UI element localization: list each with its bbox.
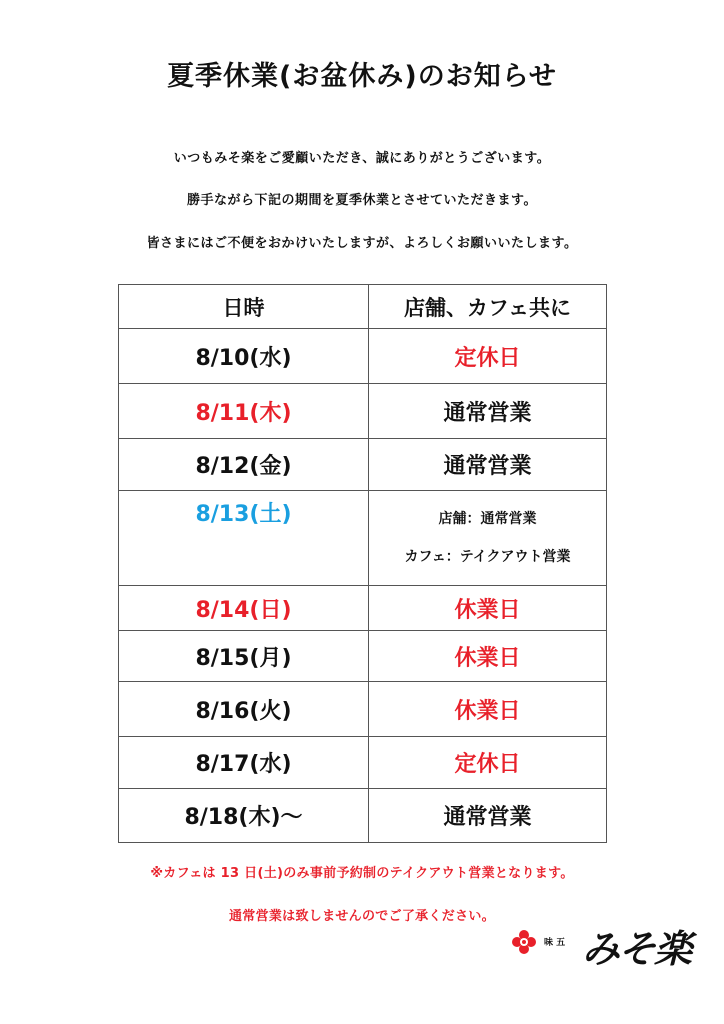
schedule-table <box>118 284 607 843</box>
table-row <box>119 491 607 586</box>
row-status-store: 店舗：通常営業 <box>438 511 537 527</box>
row-date: 8/10(水) <box>119 329 369 384</box>
row-status <box>369 491 607 586</box>
table-row <box>119 439 607 491</box>
row-date: 8/11(木) <box>119 384 369 439</box>
header-status: 店舗、カフェ共に <box>369 285 607 329</box>
row-status-cafe: カフェ：テイクアウト営業 <box>404 549 571 565</box>
table-header-row <box>119 285 607 329</box>
footer-note-1: ※カフェは 13 日(土)のみ事前予約制のテイクアウト営業となります。 <box>150 866 574 881</box>
intro-line-1: いつもみそ楽をご愛顧いただき、誠にありがとうございます。 <box>173 151 551 166</box>
table-row <box>119 586 607 631</box>
row-status: 休業日 <box>369 631 607 682</box>
table-row <box>119 789 607 843</box>
table-row <box>119 682 607 737</box>
table-row <box>119 631 607 682</box>
row-date: 8/17(水) <box>119 737 369 789</box>
row-date: 8/14(日) <box>119 586 369 631</box>
table-row <box>119 329 607 384</box>
page-title: 夏季休業(お盆休み)のお知らせ <box>167 61 557 92</box>
row-status: 通常営業 <box>369 789 607 843</box>
header-date: 日時 <box>119 285 369 329</box>
row-date: 8/16(火) <box>119 682 369 737</box>
flower-mark-icon <box>512 930 536 954</box>
row-status: 通常営業 <box>369 384 607 439</box>
intro-line-3: 皆さまにはご不便をおかけいたしますが、よろしくお願いいたします。 <box>146 236 578 251</box>
row-status: 定休日 <box>369 329 607 384</box>
logo-subtext: 味 五 <box>544 938 566 948</box>
table-row <box>119 737 607 789</box>
row-status: 休業日 <box>369 682 607 737</box>
footer-note-2: 通常営業は致しませんのでご了承ください。 <box>228 909 495 924</box>
brand-logo <box>512 918 692 971</box>
row-status: 通常営業 <box>369 439 607 491</box>
row-date: 8/13(土) <box>119 491 369 586</box>
table-row <box>119 384 607 439</box>
row-date: 8/12(金) <box>119 439 369 491</box>
logo-wordmark: みそ楽 <box>582 926 691 971</box>
row-status: 休業日 <box>369 586 607 631</box>
row-status: 定休日 <box>369 737 607 789</box>
row-date: 8/18(木)～ <box>119 789 369 843</box>
intro-line-2: 勝手ながら下記の期間を夏季休業とさせていただきます。 <box>187 193 537 208</box>
row-date: 8/15(月) <box>119 631 369 682</box>
